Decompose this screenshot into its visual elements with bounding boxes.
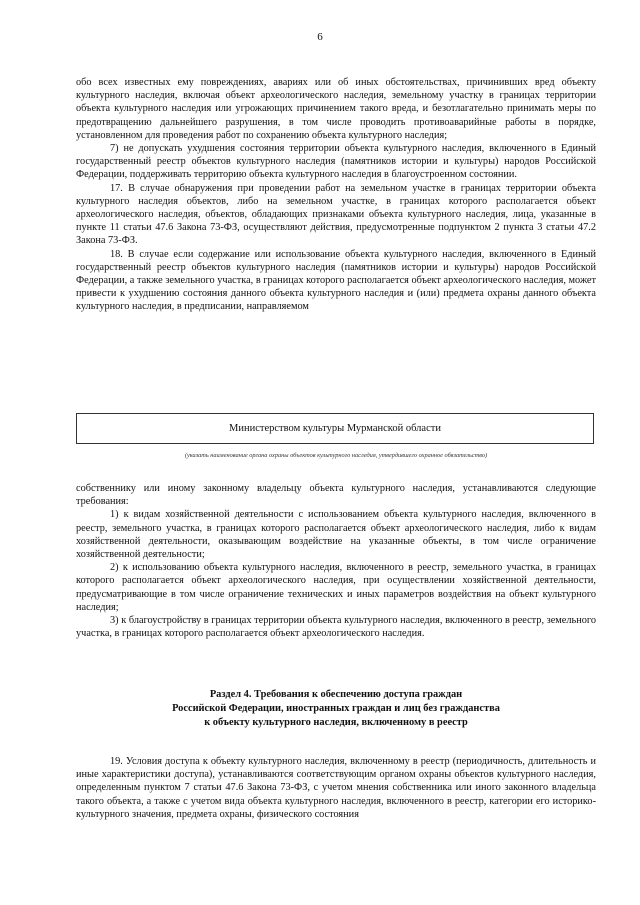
paragraph-requirements-intro: собственнику или иному законному владельцу объекта культурного наследия, устанавливаются следующие требования: <box>76 483 596 508</box>
section-4-heading <box>76 688 596 729</box>
heading-line-2: Российской Федерации, иностранных граждан и лиц без гражданства <box>172 702 500 714</box>
paragraph-19: 19. Условия доступа к объекту культурного наследия, включенному в реестр (периодичность, длительность и иные характеристики доступа), устанавливаются соответствующим органом охраны объектов культурного наследия, определенным пунктом 7 статьи 47.6 Закона 73-ФЗ, с учетом мнения собственника или иного законного владельца такого объекта, а также с учетом вида объекта культурного наследия, включенного в реестр, категории его историко-культурного значения, предмета охраны, физического состояния <box>76 756 596 820</box>
requirement-item-1: 1) к видам хозяйственной деятельности с использованием объекта культурного наследия, включенного в реестр, земельного участка, в границах которого располагается объект археологического наследия, либо к видам хозяйственной деятельности, оказывающим воздействие на указанные объекты, в том числе ограничение хозяйственной деятельности; <box>76 509 596 561</box>
paragraph-17: 17. В случае обнаружения при проведении работ на земельном участке в границах территории объекта культурного наследия объектов, либо на земельном участке, в границах которого располагается объект археологического наследия, объектов, обладающих признаками объекта культурного наследия, лица, указанные в пункте 11 статьи 47.6 Закона 73-ФЗ, осуществляют действия, предусмотренные подпунктом 2 пункта 3 статьи 47.2 Закона 73-ФЗ. <box>76 182 596 247</box>
heading-line-3: к объекту культурного наследия, включенному в реестр <box>204 716 468 728</box>
paragraph-18: 18. В случае если содержание или использование объекта культурного наследия, включенного в Единый государственный реестр объектов культурного наследия (памятников истории и культуры) народов Российской Федерации, а также земельного участка, в границах которого располагается объект археологического наследия, может привести к ухудшению состояния данного объекта культурного наследия и (или) предмета охраны данного объекта культурного наследия, в предписании, направляемом <box>76 248 596 313</box>
authority-field-caption: (указать наименование органа охраны объектов культурного наследия, утвердившего охранное обязательство) <box>184 452 488 459</box>
paragraph-item-7: 7) не допускать ухудшения состояния территории объекта культурного наследия, включенного в Единый государственный реестр объектов культурного наследия (памятников истории и культуры) народов Российской Федерации, поддерживать территорию объекта культурного наследия в благоустроенном состоянии. <box>76 143 596 181</box>
requirement-item-3: 3) к благоустройству в границах территории объекта культурного наследия, включенного в реестр, земельного участка, в границах которого располагается объект археологического наследия. <box>76 615 596 640</box>
text-block-middle <box>76 482 596 640</box>
requirement-item-2: 2) к использованию объекта культурного наследия, включенного в реестр, земельного участка, в границах которого располагается объект археологического наследия, при осуществлении хозяйственной деятельности, предусматривающие в том числе ограничение технических и иных параметров воздействия на объект культурного наследия; <box>76 562 596 613</box>
text-block-bottom <box>76 755 596 821</box>
page-number: 6 <box>317 31 323 43</box>
paragraph-continuation: обо всех известных ему повреждениях, авариях или об иных обстоятельствах, причинивших вред объекту культурного наследия, включая объект археологического наследия, земельному участку в границах территории объекта культурного наследия или угрожающих причинением такого вреда, и безотлагательно принимать меры по предотвращению дальнейшего разрушения, в том числе проводить противоаварийные работы в порядке, установленном для проведения работ по сохранению объекта культурного наследия; <box>76 77 596 141</box>
text-block-top <box>76 76 596 314</box>
authority-name-field <box>76 413 594 444</box>
heading-line-1: Раздел 4. Требования к обеспечению доступа граждан <box>209 689 463 700</box>
authority-name: Министерством культуры Мурманской области <box>229 423 441 434</box>
